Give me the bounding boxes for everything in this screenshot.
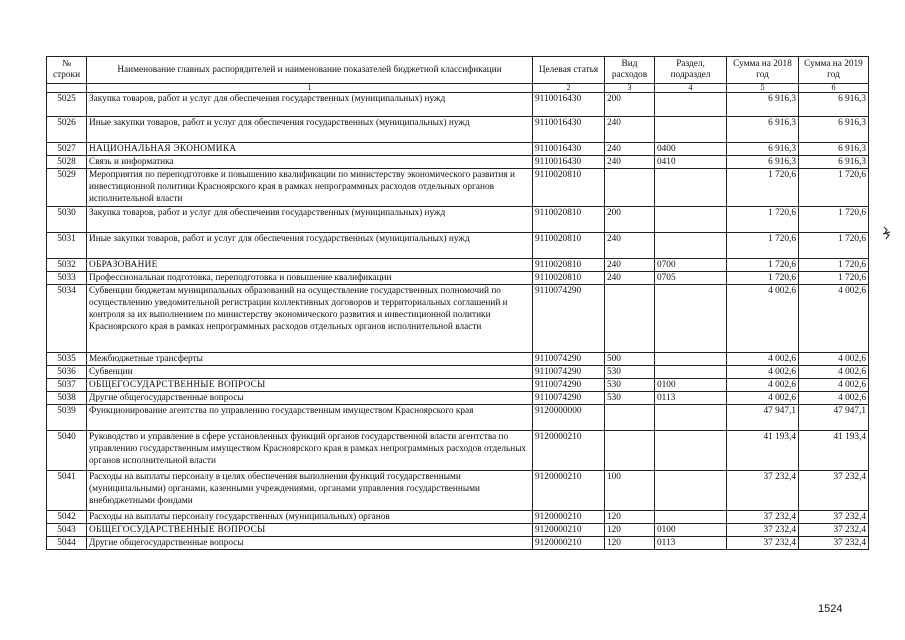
row-expense-type: 240 [605,117,655,143]
header-row [47,57,869,84]
column-number: 2 [533,84,605,93]
row-name: ОБРАЗОВАНИЕ [87,259,533,272]
table-row [47,285,869,353]
row-name: НАЦИОНАЛЬНАЯ ЭКОНОМИКА [87,143,533,156]
column-number: 4 [655,84,727,93]
column-number: 1 [87,84,533,93]
row-sum-2019: 6 916,3 [799,117,869,143]
row-expense-type: 120 [605,537,655,550]
row-sum-2018: 47 947,1 [727,405,799,431]
row-name: ОБЩЕГОСУДАРСТВЕННЫЕ ВОПРОСЫ [87,524,533,537]
row-number: 5044 [47,537,87,550]
row-name: Закупка товаров, работ и услуг для обеспечения государственных (муниципальных) нужд [87,207,533,233]
column-number: 6 [799,84,869,93]
row-name: Иные закупки товаров, работ и услуг для обеспечения государственных (муниципальных) нужд [87,117,533,143]
row-target-article: 9110074290 [533,285,605,353]
row-section: 0100 [655,524,727,537]
table-row [47,366,869,379]
row-number: 5037 [47,379,87,392]
row-sum-2019: 1 720,6 [799,169,869,207]
row-number: 5036 [47,366,87,379]
row-number: 5031 [47,233,87,259]
row-sum-2019: 37 232,4 [799,537,869,550]
row-number: 5033 [47,272,87,285]
row-number: 5034 [47,285,87,353]
row-target-article: 9110016430 [533,143,605,156]
row-name: Функционирование агентства по управлению государственным имуществом Красноярского края [87,405,533,431]
row-sum-2018: 37 232,4 [727,524,799,537]
row-number: 5026 [47,117,87,143]
row-sum-2018: 6 916,3 [727,143,799,156]
stamp-mark-icon [881,225,893,241]
row-expense-type: 120 [605,524,655,537]
table-row [47,143,869,156]
row-sum-2018: 6 916,3 [727,156,799,169]
row-sum-2018: 4 002,6 [727,353,799,366]
row-target-article: 9110074290 [533,366,605,379]
row-target-article: 9120000210 [533,537,605,550]
budget-table [46,56,869,550]
row-name: Связь и информатика [87,156,533,169]
row-expense-type: 240 [605,259,655,272]
row-sum-2019: 37 232,4 [799,524,869,537]
row-name: ОБЩЕГОСУДАРСТВЕННЫЕ ВОПРОСЫ [87,379,533,392]
row-sum-2018: 6 916,3 [727,117,799,143]
row-target-article: 9120000210 [533,471,605,511]
row-target-article: 9110020810 [533,207,605,233]
row-expense-type: 500 [605,353,655,366]
row-sum-2019: 37 232,4 [799,471,869,511]
row-section: 0705 [655,272,727,285]
table-row [47,471,869,511]
header-sum-2019: Сумма на 2019 год [799,57,869,84]
row-sum-2018: 4 002,6 [727,285,799,353]
row-sum-2018: 1 720,6 [727,259,799,272]
row-sum-2019: 4 002,6 [799,366,869,379]
table-row [47,169,869,207]
row-sum-2018: 4 002,6 [727,366,799,379]
row-number: 5035 [47,353,87,366]
column-number [47,84,87,93]
row-sum-2018: 37 232,4 [727,471,799,511]
row-sum-2018: 37 232,4 [727,511,799,524]
row-number: 5038 [47,392,87,405]
row-target-article: 9110074290 [533,392,605,405]
row-section [655,233,727,259]
table-row [47,524,869,537]
row-name: Другие общегосударственные вопросы [87,392,533,405]
header-section: Раздел, подраздел [655,57,727,84]
row-number: 5039 [47,405,87,431]
row-section [655,117,727,143]
row-section [655,471,727,511]
row-section [655,93,727,117]
row-expense-type: 240 [605,233,655,259]
row-name: Межбюджетные трансферты [87,353,533,366]
row-expense-type [605,169,655,207]
row-expense-type: 200 [605,207,655,233]
row-expense-type: 240 [605,143,655,156]
row-sum-2018: 1 720,6 [727,169,799,207]
row-target-article: 9110016430 [533,156,605,169]
row-sum-2019: 6 916,3 [799,156,869,169]
row-expense-type [605,405,655,431]
header-sum-2018: Сумма на 2018 год [727,57,799,84]
row-target-article: 9110020810 [533,272,605,285]
row-expense-type: 240 [605,156,655,169]
table-row [47,207,869,233]
row-sum-2018: 4 002,6 [727,392,799,405]
row-name: Закупка товаров, работ и услуг для обеспечения государственных (муниципальных) нужд [87,93,533,117]
table-row [47,233,869,259]
row-expense-type: 200 [605,93,655,117]
column-number: 5 [727,84,799,93]
row-name: Профессиональная подготовка, переподготовка и повышение квалификации [87,272,533,285]
row-sum-2019: 47 947,1 [799,405,869,431]
row-name: Субвенции [87,366,533,379]
row-section [655,353,727,366]
table-body [47,93,869,550]
table-row [47,93,869,117]
column-number-row [47,84,869,93]
table-row [47,156,869,169]
row-number: 5030 [47,207,87,233]
row-sum-2019: 4 002,6 [799,353,869,366]
row-name: Субвенции бюджетам муниципальных образований на осуществление государственных полномочий по осуществлению уведомительной регистрации коллективных договоров и территориальных соглашений и контроля за их выполнением по министерству экономического развития и инвестиционной политики Красноярского края в рамках непрограммных расходов отдельных органов исполнительной власти [87,285,533,353]
row-number: 5028 [47,156,87,169]
row-expense-type [605,285,655,353]
row-section [655,169,727,207]
row-target-article: 9120000210 [533,524,605,537]
row-sum-2018: 1 720,6 [727,207,799,233]
row-number: 5027 [47,143,87,156]
table-row [47,272,869,285]
row-target-article: 9110016430 [533,93,605,117]
row-section: 0100 [655,379,727,392]
row-section: 0113 [655,392,727,405]
row-name: Руководство и управление в сфере установленных функций органов государственной власти агентства по управлению государственным имуществом Красноярского края в рамках непрограммных расходов отдельных органов исполнительной власти [87,431,533,471]
row-sum-2018: 41 193,4 [727,431,799,471]
row-section [655,405,727,431]
header-expense-type: Вид расходов [605,57,655,84]
table-row [47,379,869,392]
row-expense-type [605,431,655,471]
row-target-article: 9110074290 [533,353,605,366]
row-expense-type: 530 [605,379,655,392]
table-row [47,405,869,431]
row-expense-type: 530 [605,392,655,405]
row-section [655,431,727,471]
row-sum-2019: 4 002,6 [799,285,869,353]
row-name: Другие общегосударственные вопросы [87,537,533,550]
row-number: 5040 [47,431,87,471]
row-target-article: 9120000210 [533,511,605,524]
header-name: Наименование главных распорядителей и наименование показателей бюджетной классификации [87,57,533,84]
row-section: 0700 [655,259,727,272]
row-sum-2018: 6 916,3 [727,93,799,117]
row-sum-2019: 6 916,3 [799,143,869,156]
table-row [47,117,869,143]
row-section: 0400 [655,143,727,156]
column-number: 3 [605,84,655,93]
row-section: 0410 [655,156,727,169]
row-section: 0113 [655,537,727,550]
row-section [655,285,727,353]
table-row [47,431,869,471]
row-number: 5032 [47,259,87,272]
row-target-article: 9110020810 [533,233,605,259]
table-row [47,353,869,366]
table-row [47,511,869,524]
table-row [47,537,869,550]
row-section [655,366,727,379]
table-row [47,259,869,272]
row-number: 5029 [47,169,87,207]
row-number: 5043 [47,524,87,537]
row-name: Расходы на выплаты персоналу в целях обеспечения выполнения функций государственными (муниципальными) органами, казенными учреждениями, органами управления государственными внебюджетными фондами [87,471,533,511]
row-sum-2019: 1 720,6 [799,272,869,285]
table-row [47,392,869,405]
row-name: Мероприятия по переподготовке и повышению квалификации по министерству экономического развития и инвестиционной политики Красноярского края в рамках непрограммных расходов отдельных органов исполнительной власти [87,169,533,207]
row-target-article: 9110020810 [533,259,605,272]
row-expense-type: 240 [605,272,655,285]
row-expense-type: 100 [605,471,655,511]
row-sum-2019: 4 002,6 [799,392,869,405]
header-target-article: Целевая статья [533,57,605,84]
row-sum-2018: 1 720,6 [727,272,799,285]
row-sum-2019: 37 232,4 [799,511,869,524]
row-section [655,511,727,524]
row-expense-type: 120 [605,511,655,524]
row-sum-2019: 1 720,6 [799,259,869,272]
row-sum-2019: 41 193,4 [799,431,869,471]
row-sum-2019: 6 916,3 [799,93,869,117]
row-sum-2019: 1 720,6 [799,233,869,259]
row-sum-2018: 37 232,4 [727,537,799,550]
row-target-article: 9110074290 [533,379,605,392]
row-target-article: 9110016430 [533,117,605,143]
row-sum-2018: 4 002,6 [727,379,799,392]
page-number: 1524 [818,603,843,615]
row-sum-2018: 1 720,6 [727,233,799,259]
row-number: 5042 [47,511,87,524]
row-target-article: 9120000000 [533,405,605,431]
row-sum-2019: 4 002,6 [799,379,869,392]
row-name: Иные закупки товаров, работ и услуг для обеспечения государственных (муниципальных) нужд [87,233,533,259]
row-target-article: 9110020810 [533,169,605,207]
header-row-number: № строки [47,57,87,84]
row-name: Расходы на выплаты персоналу государственных (муниципальных) органов [87,511,533,524]
row-expense-type: 530 [605,366,655,379]
row-sum-2019: 1 720,6 [799,207,869,233]
row-target-article: 9120000210 [533,431,605,471]
row-number: 5041 [47,471,87,511]
row-section [655,207,727,233]
row-number: 5025 [47,93,87,117]
